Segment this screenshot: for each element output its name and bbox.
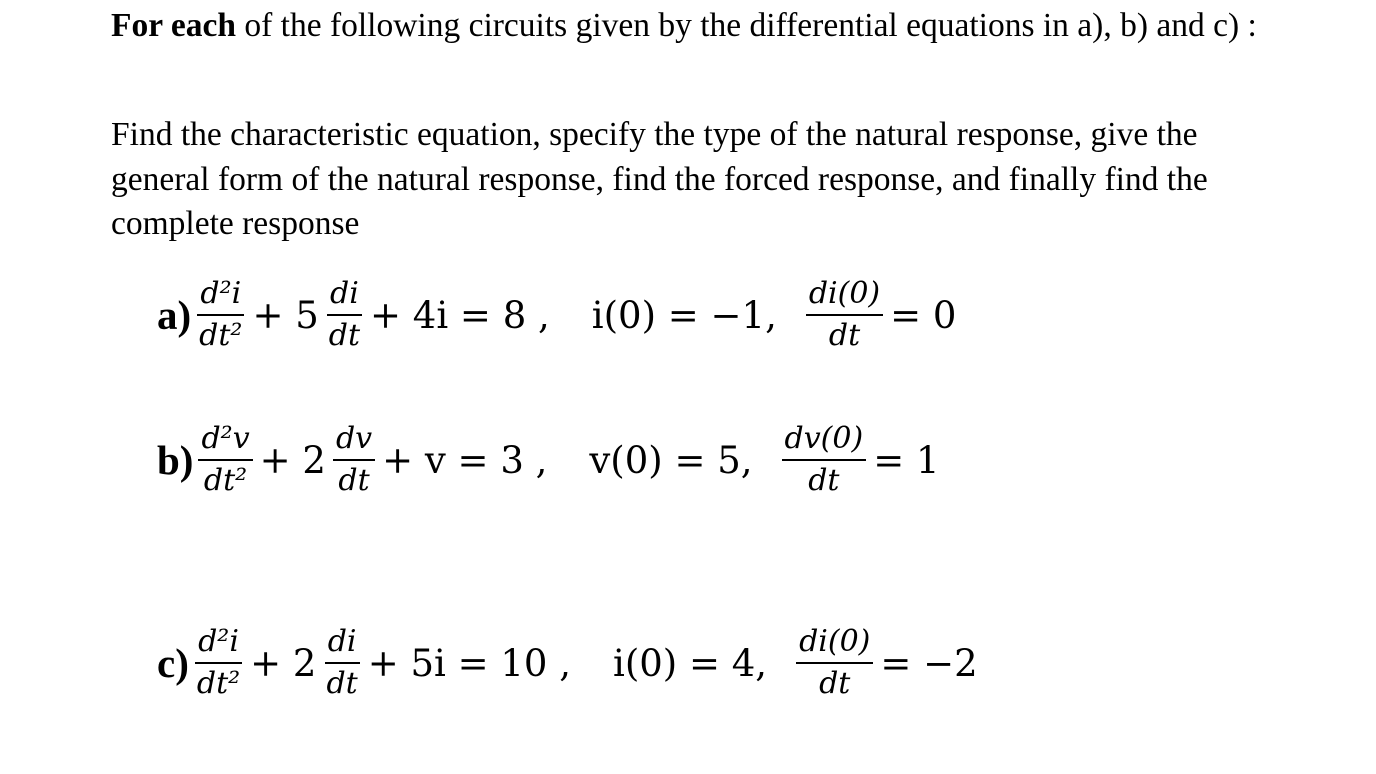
- coefficient-term: + 5: [252, 293, 319, 337]
- initial-condition-value: i(0) = −1,: [591, 293, 777, 337]
- initial-derivative-fraction: [782, 421, 867, 498]
- equation-label: b): [157, 437, 194, 483]
- fraction-numerator: di(0): [806, 279, 883, 316]
- fraction-denominator: dt²: [199, 318, 243, 353]
- initial-derivative-fraction: [796, 624, 873, 701]
- fraction-numerator: di: [327, 279, 362, 316]
- fraction-numerator: d²i: [195, 627, 242, 664]
- fraction-numerator: di(0): [796, 627, 873, 664]
- initial-derivative-value: = 1: [873, 438, 940, 482]
- second-derivative-fraction: [196, 276, 245, 353]
- initial-derivative-value: = 0: [890, 293, 957, 337]
- fraction-denominator: dt: [828, 318, 861, 353]
- fraction-numerator: dv: [333, 424, 375, 461]
- coefficient-term: + 2: [250, 641, 317, 685]
- equation-b: [157, 415, 944, 505]
- coefficient-term: + 2: [259, 438, 326, 482]
- equation-label: a): [157, 292, 192, 338]
- fraction-denominator: dt: [326, 666, 358, 701]
- equation-rhs: + 4i = 8 ,: [370, 293, 550, 337]
- equation-label: c): [157, 640, 189, 686]
- problem-instructions: Find the characteristic equation, specify the type of the natural response, give the general form of the natural response, find the forced response, and finally find the complete response: [111, 116, 1208, 242]
- fraction-numerator: dv(0): [782, 424, 867, 461]
- fraction-denominator: dt: [328, 318, 361, 353]
- problem-intro: [111, 4, 1291, 49]
- fraction-denominator: dt: [338, 463, 370, 498]
- fraction-numerator: d²v: [198, 424, 252, 461]
- equation-rhs: + 5i = 10 ,: [367, 641, 571, 685]
- fraction-numerator: d²i: [197, 279, 244, 316]
- fraction-denominator: dt: [808, 463, 840, 498]
- second-derivative-fraction: [198, 421, 252, 498]
- first-derivative-fraction: [323, 624, 360, 701]
- initial-derivative-value: = −2: [880, 641, 978, 685]
- initial-condition-value: v(0) = 5,: [589, 438, 753, 482]
- fraction-denominator: dt²: [203, 463, 248, 498]
- first-derivative-fraction: [333, 421, 375, 498]
- fraction-denominator: dt: [819, 666, 851, 701]
- second-derivative-fraction: [194, 624, 243, 701]
- equation-c: [157, 618, 982, 708]
- fraction-denominator: dt²: [196, 666, 241, 701]
- fraction-numerator: di: [325, 627, 360, 664]
- intro-bold-lead: For each: [111, 7, 236, 44]
- initial-condition-value: i(0) = 4,: [613, 641, 768, 685]
- intro-text: of the following circuits given by the differential equations in a), b) and c) :: [235, 7, 1257, 44]
- equation-a: [157, 270, 960, 360]
- equation-rhs: + v = 3 ,: [382, 438, 548, 482]
- initial-derivative-fraction: [806, 276, 883, 353]
- first-derivative-fraction: [326, 276, 363, 353]
